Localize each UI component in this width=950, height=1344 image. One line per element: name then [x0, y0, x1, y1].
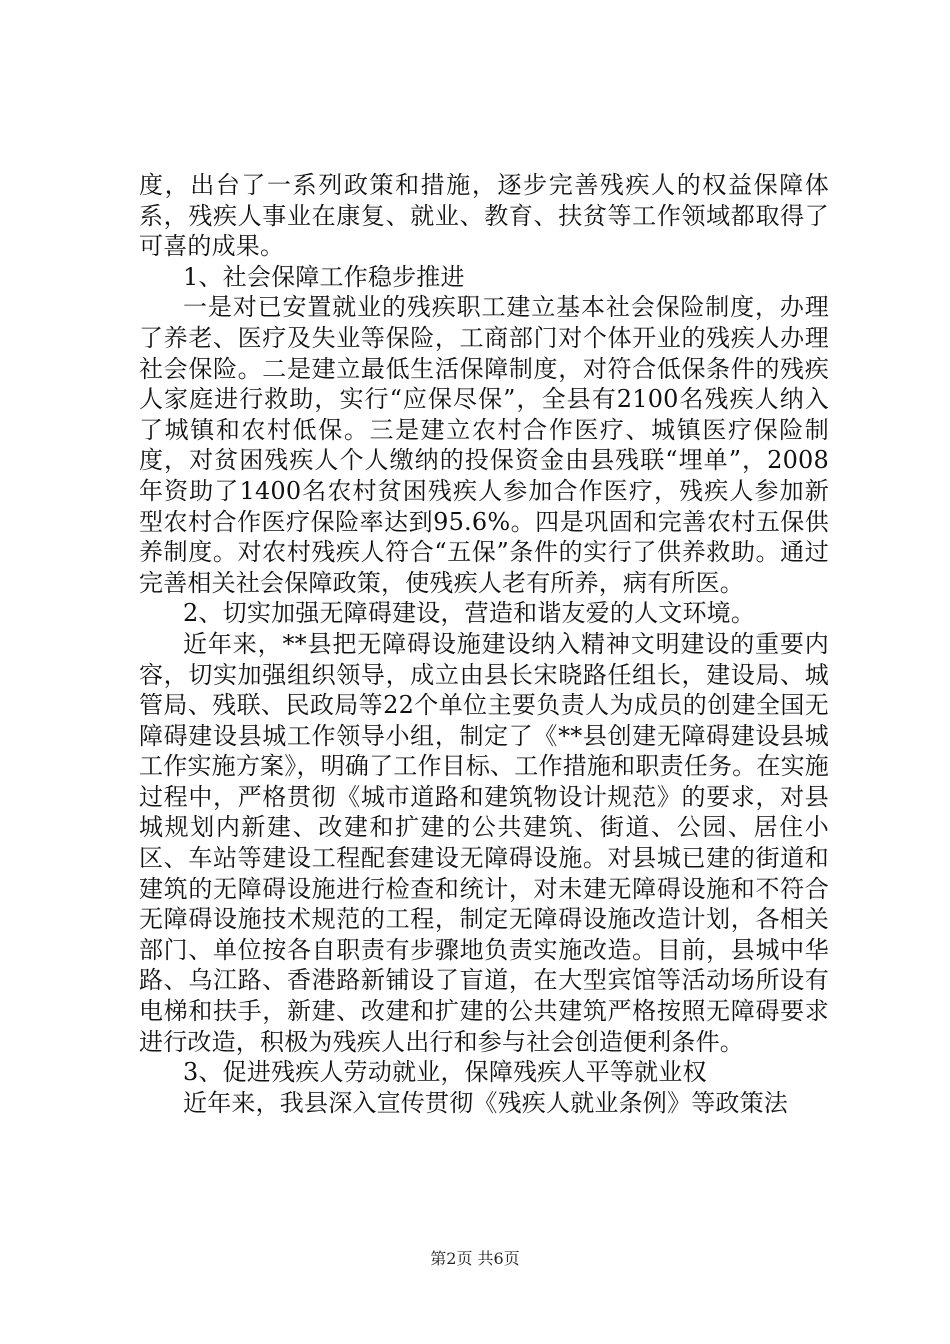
- paragraph-continuation: 度，出台了一系列政策和措施，逐步完善残疾人的权益保障体系，残疾人事业在康复、就业、教育、扶贫等工作领域都取得了可喜的成果。: [139, 171, 829, 261]
- document-body: [139, 170, 829, 1118]
- paragraph-social-security: 一是对已安置就业的残疾职工建立基本社会保险制度，办理了养老、医疗及失业等保险，工商部门对个体开业的残疾人办理社会保险。二是建立最低生活保障制度，对符合低保条件的残疾人家庭进行救助，实行“应保尽保”，全县有2100名残疾人纳入了城镇和农村低保。三是建立农村合作医疗、城镇医疗保险制度，对贫困残疾人个人缴纳的投保资金由县残联“埋单”，2008年资助了1400名农村贫困残疾人参加合作医疗，残疾人参加新型农村合作医疗保险率达到95.6%。四是巩固和完善农村五保供养制度。对农村残疾人符合“五保”条件的实行了供养救助。通过完善相关社会保障政策，使残疾人老有所养，病有所医。: [139, 293, 829, 597]
- section-heading-accessibility: 2、切实加强无障碍建设，营造和谐友爱的人文环境。: [183, 599, 756, 628]
- paragraph-employment: 近年来，我县深入宣传贯彻《残疾人就业条例》等政策法: [183, 1088, 788, 1117]
- section-heading-employment: 3、促进残疾人劳动就业，保障残疾人平等就业权: [183, 1058, 707, 1087]
- page-number-footer: 第2页 共6页: [430, 1249, 520, 1268]
- section-heading-social-security: 1、社会保障工作稳步推进: [183, 262, 465, 291]
- paragraph-accessibility: 近年来，**县把无障碍设施建设纳入精神文明建设的重要内容，切实加强组织领导，成立由县长宋晓路任组长，建设局、城管局、残联、民政局等22个单位主要负责人为成员的创建全国无障碍建设县城工作领导小组，制定了《**县创建无障碍建设县城工作实施方案》，明确了工作目标、工作措施和职责任务。在实施过程中，严格贯彻《城市道路和建筑物设计规范》的要求，对县城规划内新建、改建和扩建的公共建筑、街道、公园、居住小区、车站等建设工程配套建设无障碍设施。对县城已建的街道和建筑的无障碍设施进行检查和统计，对未建无障碍设施和不符合无障碍设施技术规范的工程，制定无障碍设施改造计划，各相关部门、单位按各自职责有步骤地负责实施改造。目前，县城中华路、乌江路、香港路新铺设了盲道，在大型宾馆等活动场所设有电梯和扶手，新建、改建和扩建的公共建筑严格按照无障碍要求进行改造，积极为残疾人出行和参与社会创造便利条件。: [139, 629, 829, 1056]
